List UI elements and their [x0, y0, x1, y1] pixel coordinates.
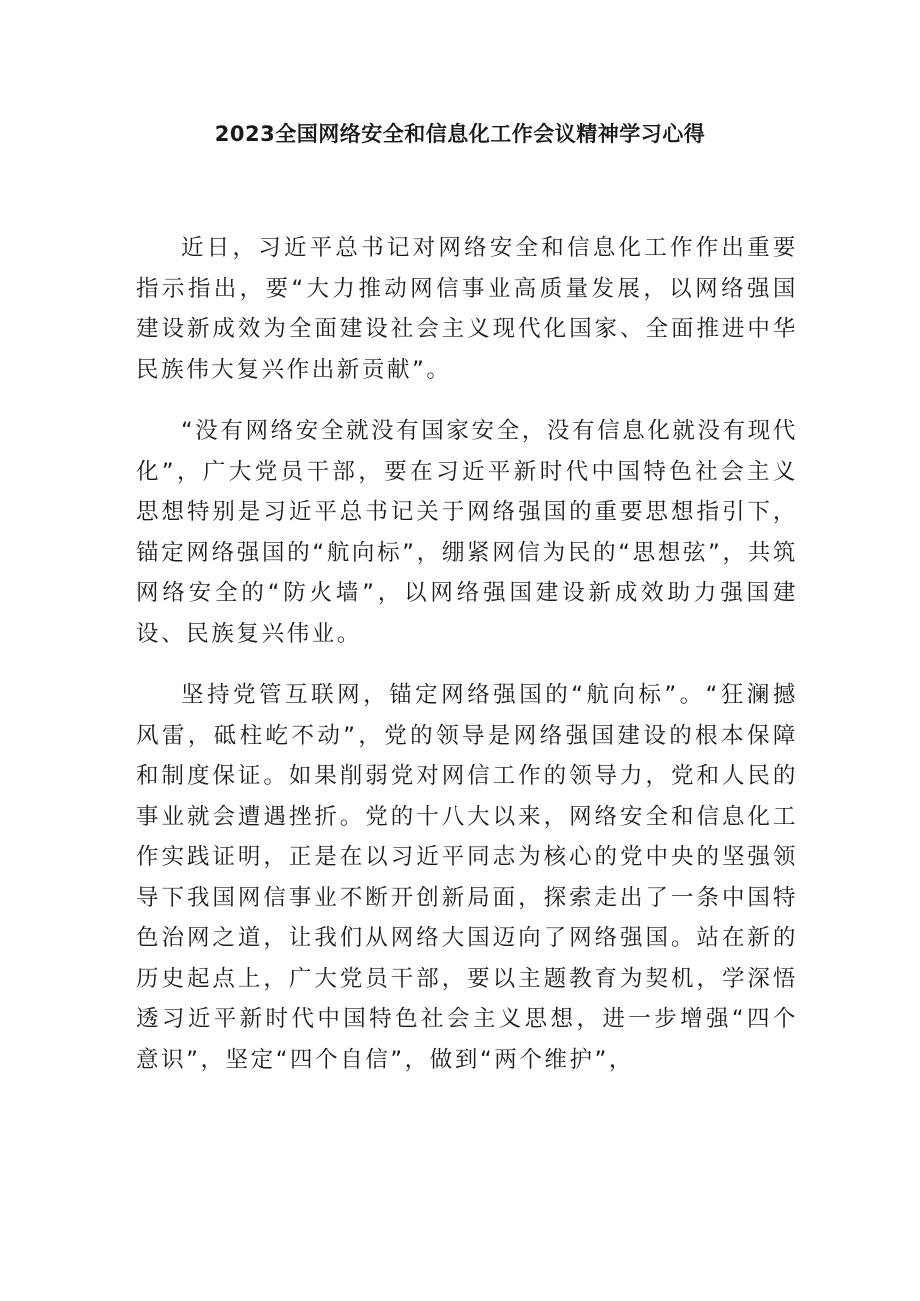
paragraph-3: 坚持党管互联网，锚定网络强国的“航向标”。“狂澜撼风雷，砥柱屹不动”，党的领导是网络强国建设的根本保障和制度保证。如果削弱党对网信工作的领导力，党和人民的事业就会遭遇挫折。党的十八大以来，网络安全和信息化工作实践证明，正是在以习近平同志为核心的党中央的坚强领导下我国网信事业不断开创新局面，探索走出了一条中国特色治网之道，让我们从网络大国迈向了网络强国。站在新的历史起点上，广大党员干部，要以主题教育为契机，学深悟透习近平新时代中国特色社会主义思想，进一步增强“四个意识”，坚定“四个自信”，做到“两个维护”， — [136, 682, 798, 1073]
document-body — [136, 228, 798, 1080]
paragraph-1: 近日，习近平总书记对网络安全和信息化工作作出重要指示指出，要“大力推动网信事业高质量发展，以网络强国建设新成效为全面建设社会主义现代化国家、全面推进中华民族伟大复兴作出新贡献”。 — [136, 235, 798, 383]
document-title: 2023全国网络安全和信息化工作会议精神学习心得 — [214, 122, 706, 146]
paragraph-2: “没有网络安全就没有国家安全，没有信息化就没有现代化”，广大党员干部，要在习近平新时代中国特色社会主义思想特别是习近平总书记关于网络强国的重要思想指引下，锚定网络强国的“航向标”，绷紧网信为民的“思想弦”，共筑网络安全的“防火墙”，以网络强国建设新成效助力强国建设、民族复兴伟业。 — [136, 418, 798, 647]
